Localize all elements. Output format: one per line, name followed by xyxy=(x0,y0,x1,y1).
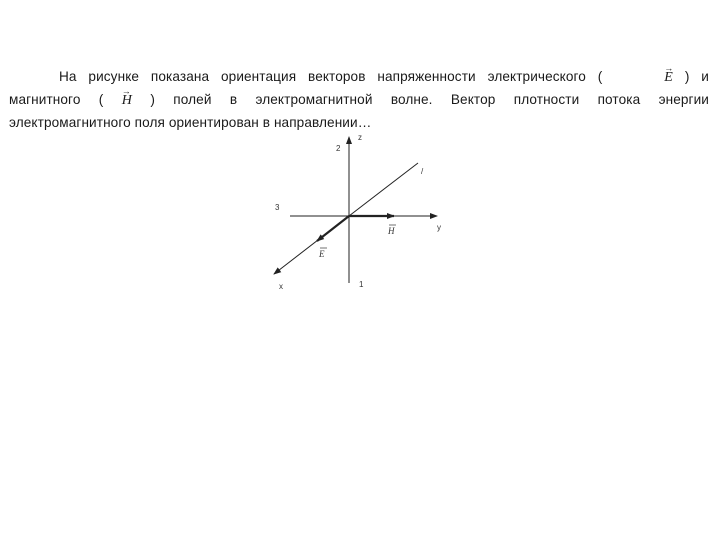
text-line-2-part-a: магнитного ( xyxy=(9,92,104,107)
direction-2-label: 2 xyxy=(336,144,341,153)
slash-mark: / xyxy=(421,167,424,176)
e-vector-symbol: → E xyxy=(614,67,673,89)
y-axis-label: y xyxy=(437,223,441,232)
e-vector-label: E xyxy=(319,249,325,259)
h-vector-label: H xyxy=(388,226,395,236)
text-line-2-part-b: ) полей в электромагнитной волне. Вектор плотности потока энергии xyxy=(150,92,709,107)
direction-1-label: 1 xyxy=(359,280,364,289)
x-axis-far xyxy=(349,163,418,216)
text-line-3: электромагнитного поля ориентирован в направлении… xyxy=(9,115,372,130)
direction-3-label: 3 xyxy=(275,203,280,212)
h-vector-symbol: → H xyxy=(122,90,132,112)
text-line-1-part-a: На рисунке показана ориентация векторов напряженности электрического ( xyxy=(59,69,603,84)
x-axis-label: x xyxy=(279,282,283,291)
z-axis-label: z xyxy=(358,133,362,142)
e-vector xyxy=(317,216,349,241)
text-line-1-part-b: ) и xyxy=(684,69,709,84)
